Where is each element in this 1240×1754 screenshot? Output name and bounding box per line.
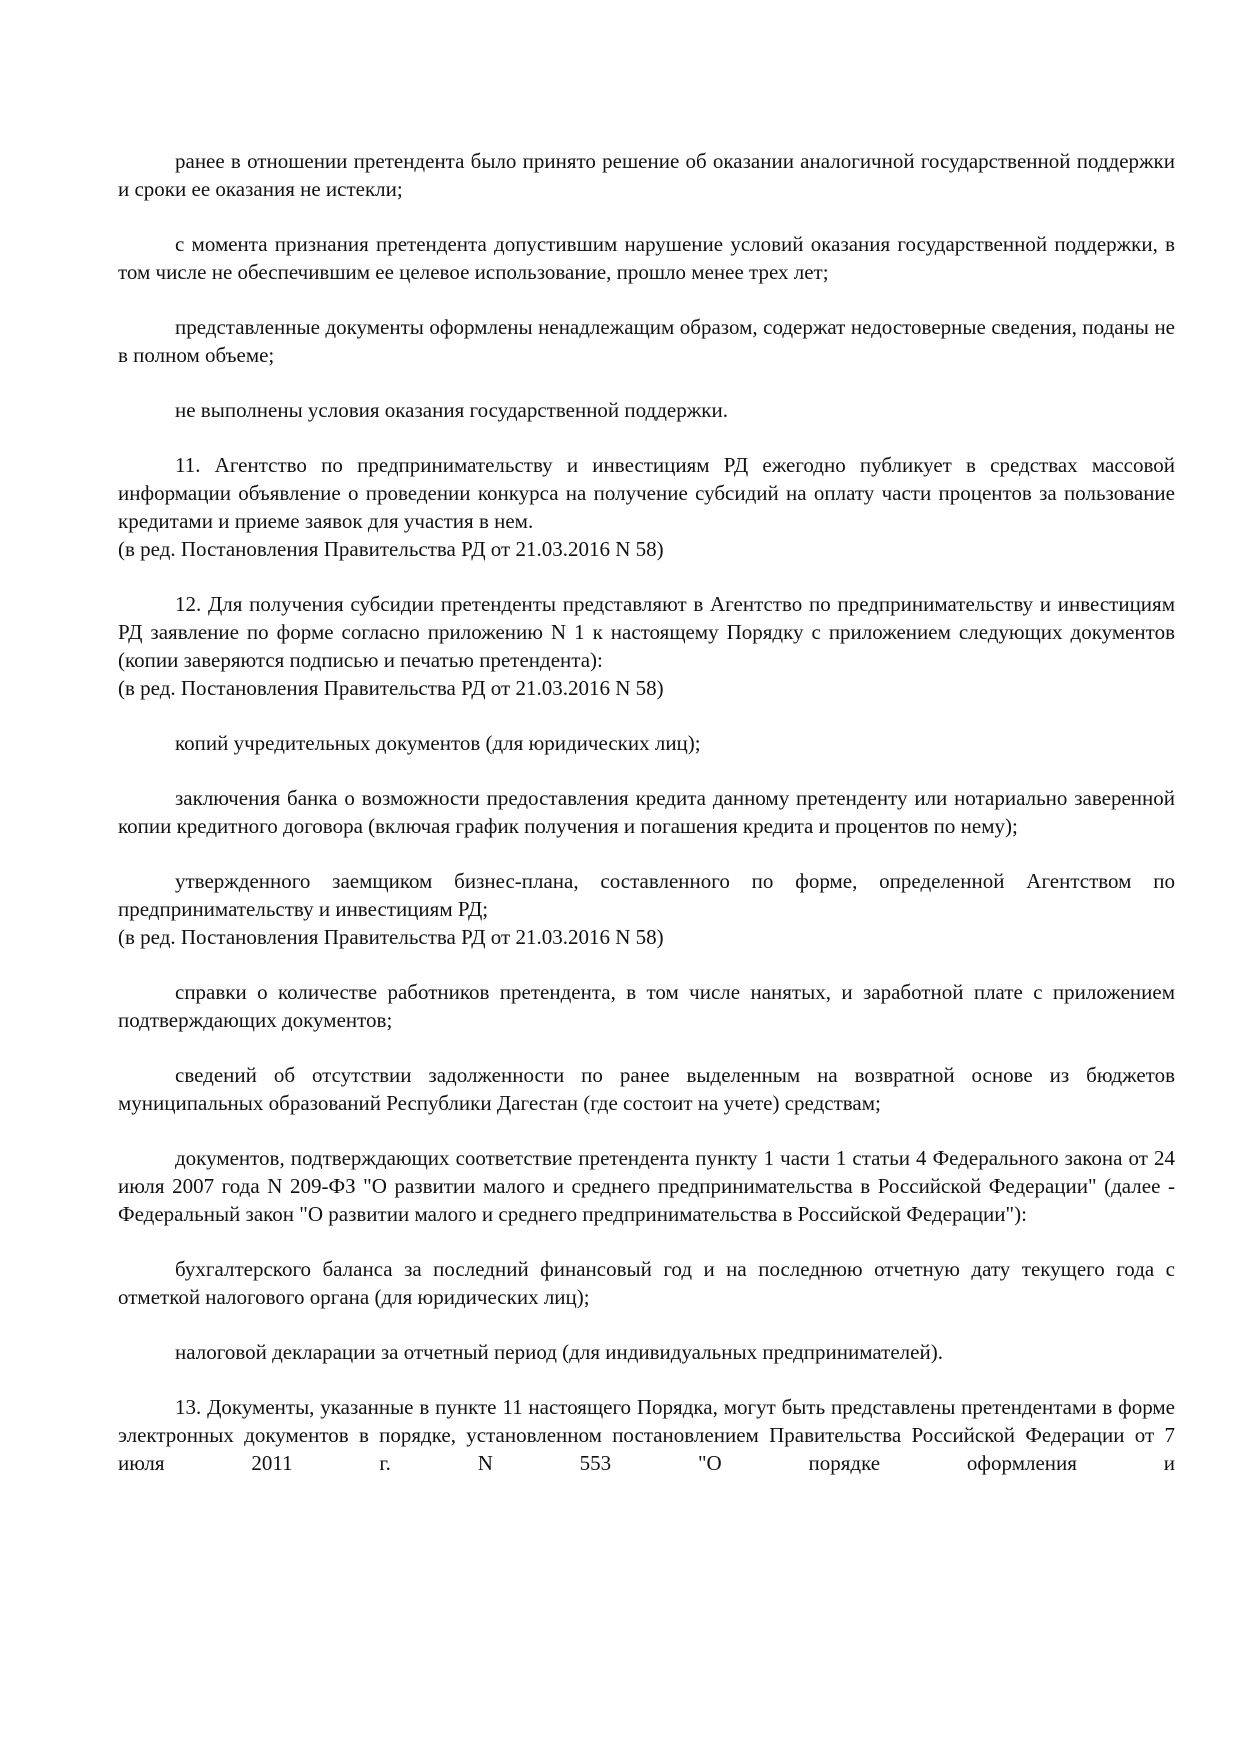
paragraph-text: с момента признания претендента допустившим нарушение условий оказания государственной поддержки, в том числе не обеспечившим ее целевое использование, прошло менее трех лет; — [118, 232, 1175, 284]
paragraph — [118, 451, 1175, 563]
paragraph — [118, 1144, 1175, 1228]
paragraph-text: ранее в отношении претендента было принято решение об оказании аналогичной государственной поддержки и сроки ее оказания не истекли; — [118, 149, 1175, 201]
document-page — [118, 147, 1175, 1504]
paragraph-text: не выполнены условия оказания государственной поддержки. — [175, 398, 728, 422]
paragraph — [118, 396, 1175, 424]
paragraph — [118, 230, 1175, 286]
paragraph — [118, 729, 1175, 757]
paragraph-text: 11. Агентство по предпринимательству и инвестициям РД ежегодно публикует в средствах массовой информации объявление о проведении конкурса на получение субсидий на оплату части процентов за пользование кредитами и приеме заявок для участия в нем. — [118, 453, 1175, 533]
paragraph-text: налоговой декларации за отчетный период (для индивидуальных предпринимателей). — [175, 1340, 943, 1364]
paragraph — [118, 867, 1175, 951]
paragraph — [118, 313, 1175, 369]
paragraph — [118, 590, 1175, 702]
paragraph-text: копий учредительных документов (для юридических лиц); — [175, 731, 701, 755]
paragraph — [118, 1061, 1175, 1117]
paragraph — [118, 1393, 1175, 1477]
paragraph-text: бухгалтерского баланса за последний финансовый год и на последнюю отчетную дату текущего года с отметкой налогового органа (для юридических лиц); — [118, 1257, 1175, 1309]
paragraph-text: 12. Для получения субсидии претенденты представляют в Агентство по предпринимательству и инвестициям РД заявление по форме согласно приложению N 1 к настоящему Порядку с приложением следующих документов (копии заверяются подписью и печатью претендента): — [118, 592, 1175, 672]
paragraph-text: сведений об отсутствии задолженности по ранее выделенным на возвратной основе из бюджетов муниципальных образований Республики Дагестан (где состоит на учете) средствам; — [118, 1063, 1175, 1115]
paragraph-text: документов, подтверждающих соответствие претендента пункту 1 части 1 статьи 4 Федерального закона от 24 июля 2007 года N 209-ФЗ "О развитии малого и среднего предпринимательства в Российской Федерации" (далее - Федеральный закон "О развитии малого и среднего предпринимательства в Российской Федерации"): — [118, 1146, 1175, 1226]
paragraph — [118, 978, 1175, 1034]
paragraph — [118, 1338, 1175, 1366]
paragraph — [118, 1255, 1175, 1311]
paragraph — [118, 147, 1175, 203]
paragraph-text: 13. Документы, указанные в пункте 11 настоящего Порядка, могут быть представлены претендентами в форме электронных документов в порядке, установленном постановлением Правительства Российской Федерации от 7 июля 2011 г. N 553 "О порядке оформления и — [118, 1395, 1175, 1475]
amendment-note: (в ред. Постановления Правительства РД от 21.03.2016 N 58) — [118, 676, 664, 700]
paragraph-text: заключения банка о возможности предоставления кредита данному претенденту или нотариально заверенной копии кредитного договора (включая график получения и погашения кредита и процентов по нему); — [118, 786, 1175, 838]
paragraph-text: утвержденного заемщиком бизнес-плана, составленного по форме, определенной Агентством по предпринимательству и инвестициям РД; — [118, 869, 1175, 921]
paragraph-text: представленные документы оформлены ненадлежащим образом, содержат недостоверные сведения, поданы не в полном объеме; — [118, 315, 1175, 367]
paragraph — [118, 784, 1175, 840]
paragraph-text: справки о количестве работников претендента, в том числе нанятых, и заработной плате с приложением подтверждающих документов; — [118, 980, 1175, 1032]
amendment-note: (в ред. Постановления Правительства РД от 21.03.2016 N 58) — [118, 925, 664, 949]
amendment-note: (в ред. Постановления Правительства РД от 21.03.2016 N 58) — [118, 537, 664, 561]
